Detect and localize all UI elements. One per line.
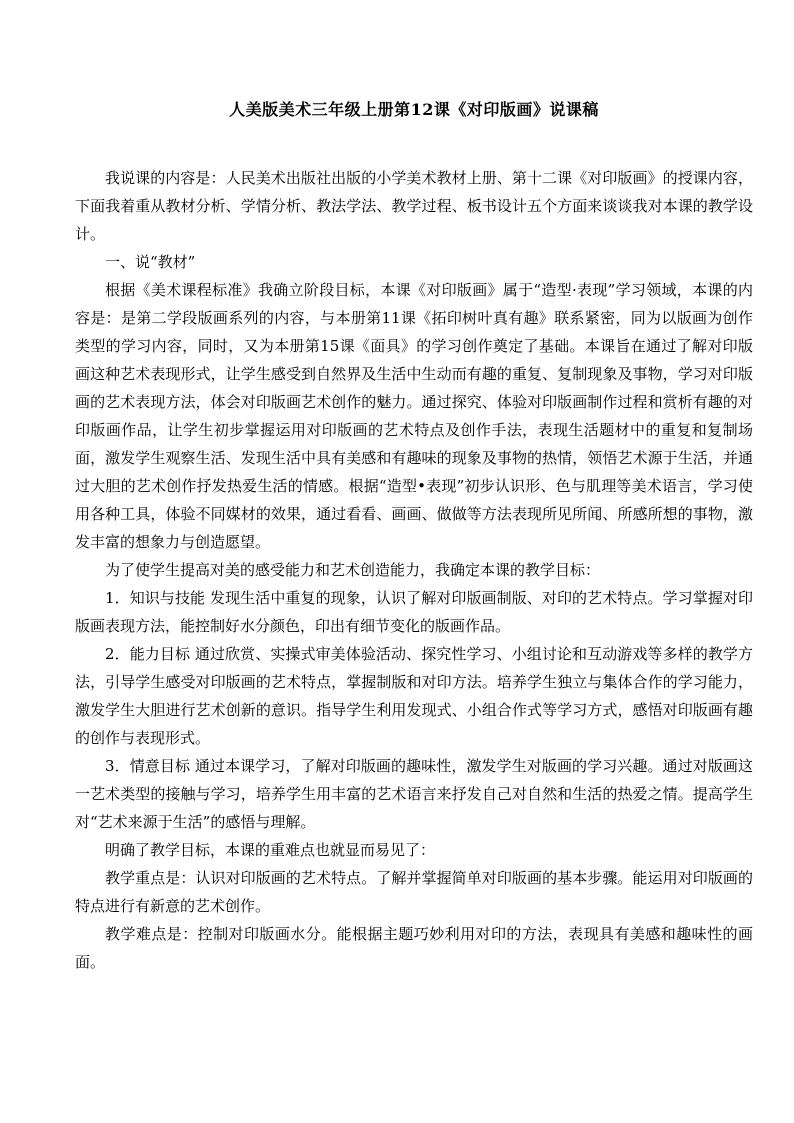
goal-emotion-paragraph: 3．情意目标 通过本课学习，了解对印版画的趣味性，激发学生对版画的学习兴趣。通过对版画这一艺术类型的接触与学习，培养学生用丰富的艺术语言来抒发自己对自然和生活的热爱之情。提高学生对“艺术来源于生活”的感悟与理解。 — [75, 757, 753, 831]
goals-intro-paragraph: 为了使学生提高对美的感受能力和艺术创造能力，我确定本课的教学目标： — [105, 561, 601, 579]
teaching-focus-paragraph: 教学重点是：认识对印版画的艺术特点。了解并掌握简单对印版画的基本步骤。能运用对印版画的特点进行有新意的艺术创作。 — [75, 869, 753, 915]
document-title: 人美版美术三年级上册第12课《对印版画》说课稿 — [229, 100, 599, 119]
teaching-difficulty-paragraph: 教学难点是：控制对印版画水分。能根据主题巧妙利用对印的方法，表现具有美感和趣味性的画面。 — [75, 925, 753, 971]
goal-ability-paragraph: 2．能力目标 通过欣赏、实操式审美体验活动、探究性学习、小组讨论和互动游戏等多样的教学方法，引导学生感受对印版画的艺术特点，掌握制版和对印方法。培养学生独立与集体合作的学习能力，激发学生大胆进行艺术创新的意识。指导学生利用发现式、小组合作式等学习方式，感悟对印版画有趣的创作与表现形式。 — [75, 645, 753, 747]
section-heading-textbook: 一、说“教材” — [105, 253, 196, 271]
document-page — [75, 98, 753, 976]
key-points-intro-paragraph: 明确了教学目标，本课的重难点也就显而易见了： — [105, 841, 436, 859]
goal-knowledge-paragraph: 1．知识与技能 发现生活中重复的现象，认识了解对印版画制版、对印的艺术特点。学习掌握对印版画表现方法，能控制好水分颜色，印出有细节变化的版画作品。 — [75, 589, 753, 635]
intro-paragraph: 我说课的内容是：人民美术出版社出版的小学美术教材上册、第十二课《对印版画》的授课内容，下面我着重从教材分析、学情分析、教法学法、教学过程、板书设计五个方面来谈谈我对本课的教学设计。 — [75, 169, 753, 243]
textbook-analysis-paragraph: 根据《美术课程标准》我确立阶段目标，本课《对印版画》属于“造型·表现”学习领域，本课的内容是：是第二学段版画系列的内容，与本册第11课《拓印树叶真有趣》联系紧密，同为以版画为创作类型的学习内容，同时，又为本册第15课《面具》的学习创作奠定了基础。本课旨在通过了解对印版画这种艺术表现形式，让学生感受到自然界及生活中生动而有趣的重复、复制现象及事物，学习对印版画的艺术表现方法，体会对印版画艺术创作的魅力。通过探究、体验对印版画制作过程和赏析有趣的对印版画作品，让学生初步掌握运用对印版画的艺术特点及创作手法，表现生活题材中的重复和复制场面，激发学生观察生活、发现生活中具有美感和有趣味的现象及事物的热情，领悟艺术源于生活，并通过大胆的艺术创作抒发热爱生活的情感。根据“造型•表现”初步认识形、色与肌理等美术语言，学习使用各种工具，体验不同媒材的效果，通过看看、画画、做做等方法表现所见所闻、所感所想的事物，激发丰富的想象力与创造愿望。 — [75, 281, 753, 551]
